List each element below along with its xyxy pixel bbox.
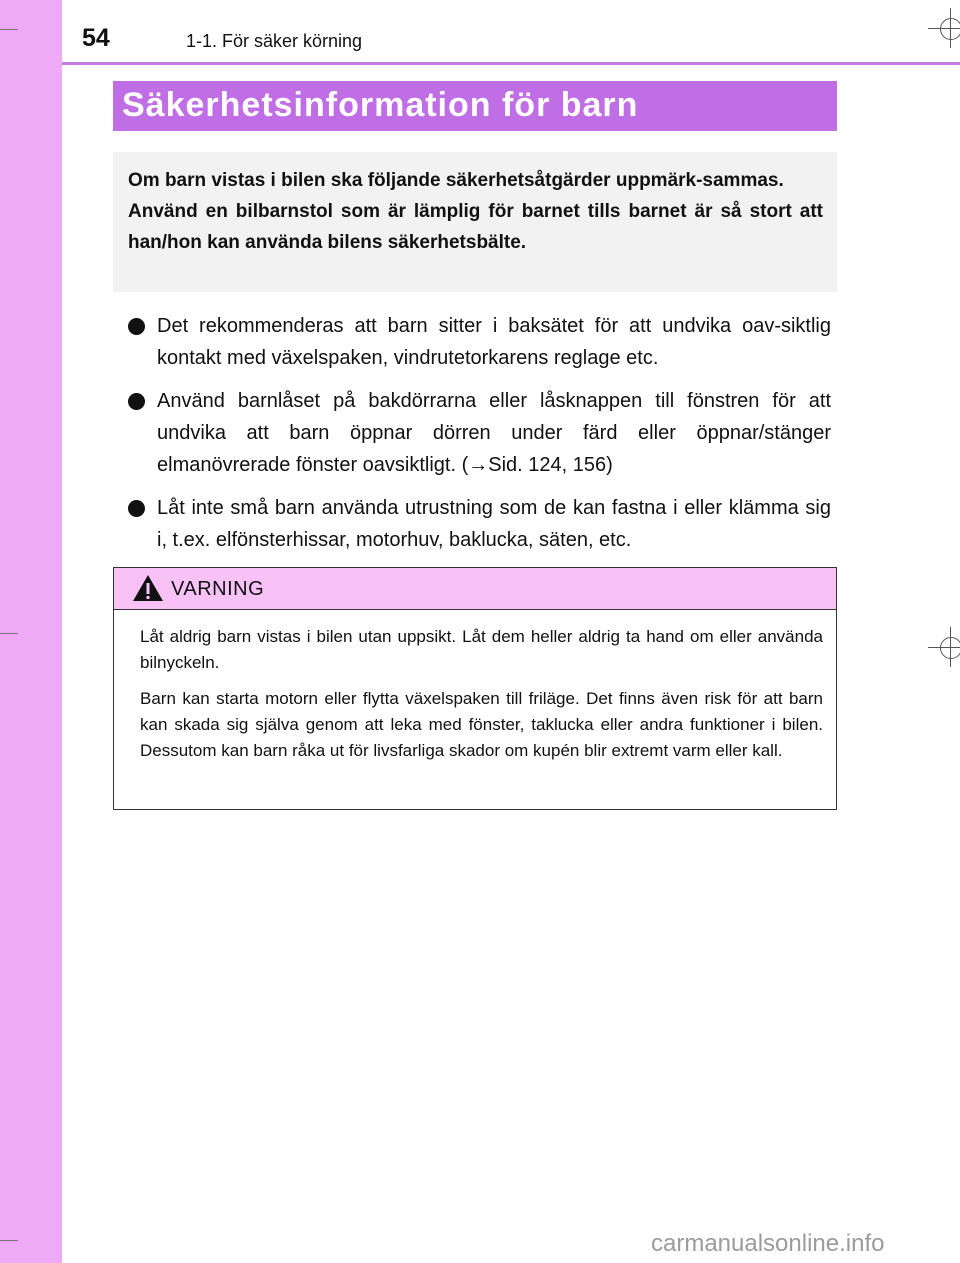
crop-mark-top-right xyxy=(928,8,960,48)
bullet-icon xyxy=(128,318,145,335)
crop-mark-right-middle xyxy=(928,627,960,667)
section-title: Säkerhetsinformation för barn xyxy=(122,86,639,124)
chapter-title: 1-1. För säker körning xyxy=(186,31,363,51)
warning-header xyxy=(114,568,836,610)
list-item xyxy=(128,385,831,481)
warning-triangle-icon xyxy=(132,574,164,602)
header-divider xyxy=(62,62,960,65)
corner-tick-left-middle xyxy=(0,633,18,634)
intro-paragraph: Använd en bilbarnstol som är lämplig för barnet tills barnet är så stort att han/hon kan använda bilens säkerhetsbälte. xyxy=(128,201,823,253)
warning-label: VARNING xyxy=(171,578,265,600)
corner-tick-bottom-left xyxy=(0,1240,18,1241)
bullet-icon xyxy=(128,500,145,517)
corner-tick-top-left xyxy=(0,29,18,30)
watermark: carmanualsonline.info xyxy=(651,1230,885,1257)
list-item-text: Det rekommenderas att barn sitter i baksätet för att undvika oav-siktlig kontakt med växelspaken, vindrutetorkarens reglage etc. xyxy=(157,315,831,369)
list-item xyxy=(128,310,831,374)
bullet-list xyxy=(128,310,831,567)
intro-box xyxy=(113,152,837,292)
warning-paragraph: Låt aldrig barn vistas i bilen utan uppsikt. Låt dem heller aldrig ta hand om eller använda bilnyckeln. xyxy=(140,627,823,672)
warning-box xyxy=(113,567,837,810)
sidebar-strip xyxy=(0,0,62,1263)
bullet-icon xyxy=(128,393,145,410)
list-item xyxy=(128,492,831,556)
warning-paragraph: Barn kan starta motorn eller flytta växelspaken till friläge. Det finns även risk för att barn kan skada sig själva genom att leka med fönster, taklucka eller andra funktioner i bilen. Dessutom kan barn råka ut för livsfarliga skador om kupén blir extremt varm eller kall. xyxy=(140,689,823,760)
warning-body xyxy=(140,624,823,774)
page-number: 54 xyxy=(82,24,110,52)
list-item-text: Använd barnlåset på bakdörrarna eller låsknappen till fönstren för att undvika att barn öppnar dörren under färd eller öppnar/stänger elmanövrerade fönster oavsiktligt. (→Sid. 124, 156) xyxy=(157,390,831,476)
list-item-text: Låt inte små barn använda utrustning som de kan fastna i eller klämma sig i, t.ex. elfönsterhissar, motorhuv, baklucka, säten, etc. xyxy=(157,497,831,551)
intro-paragraph: Om barn vistas i bilen ska följande säkerhetsåtgärder uppmärk-sammas. xyxy=(128,170,784,191)
